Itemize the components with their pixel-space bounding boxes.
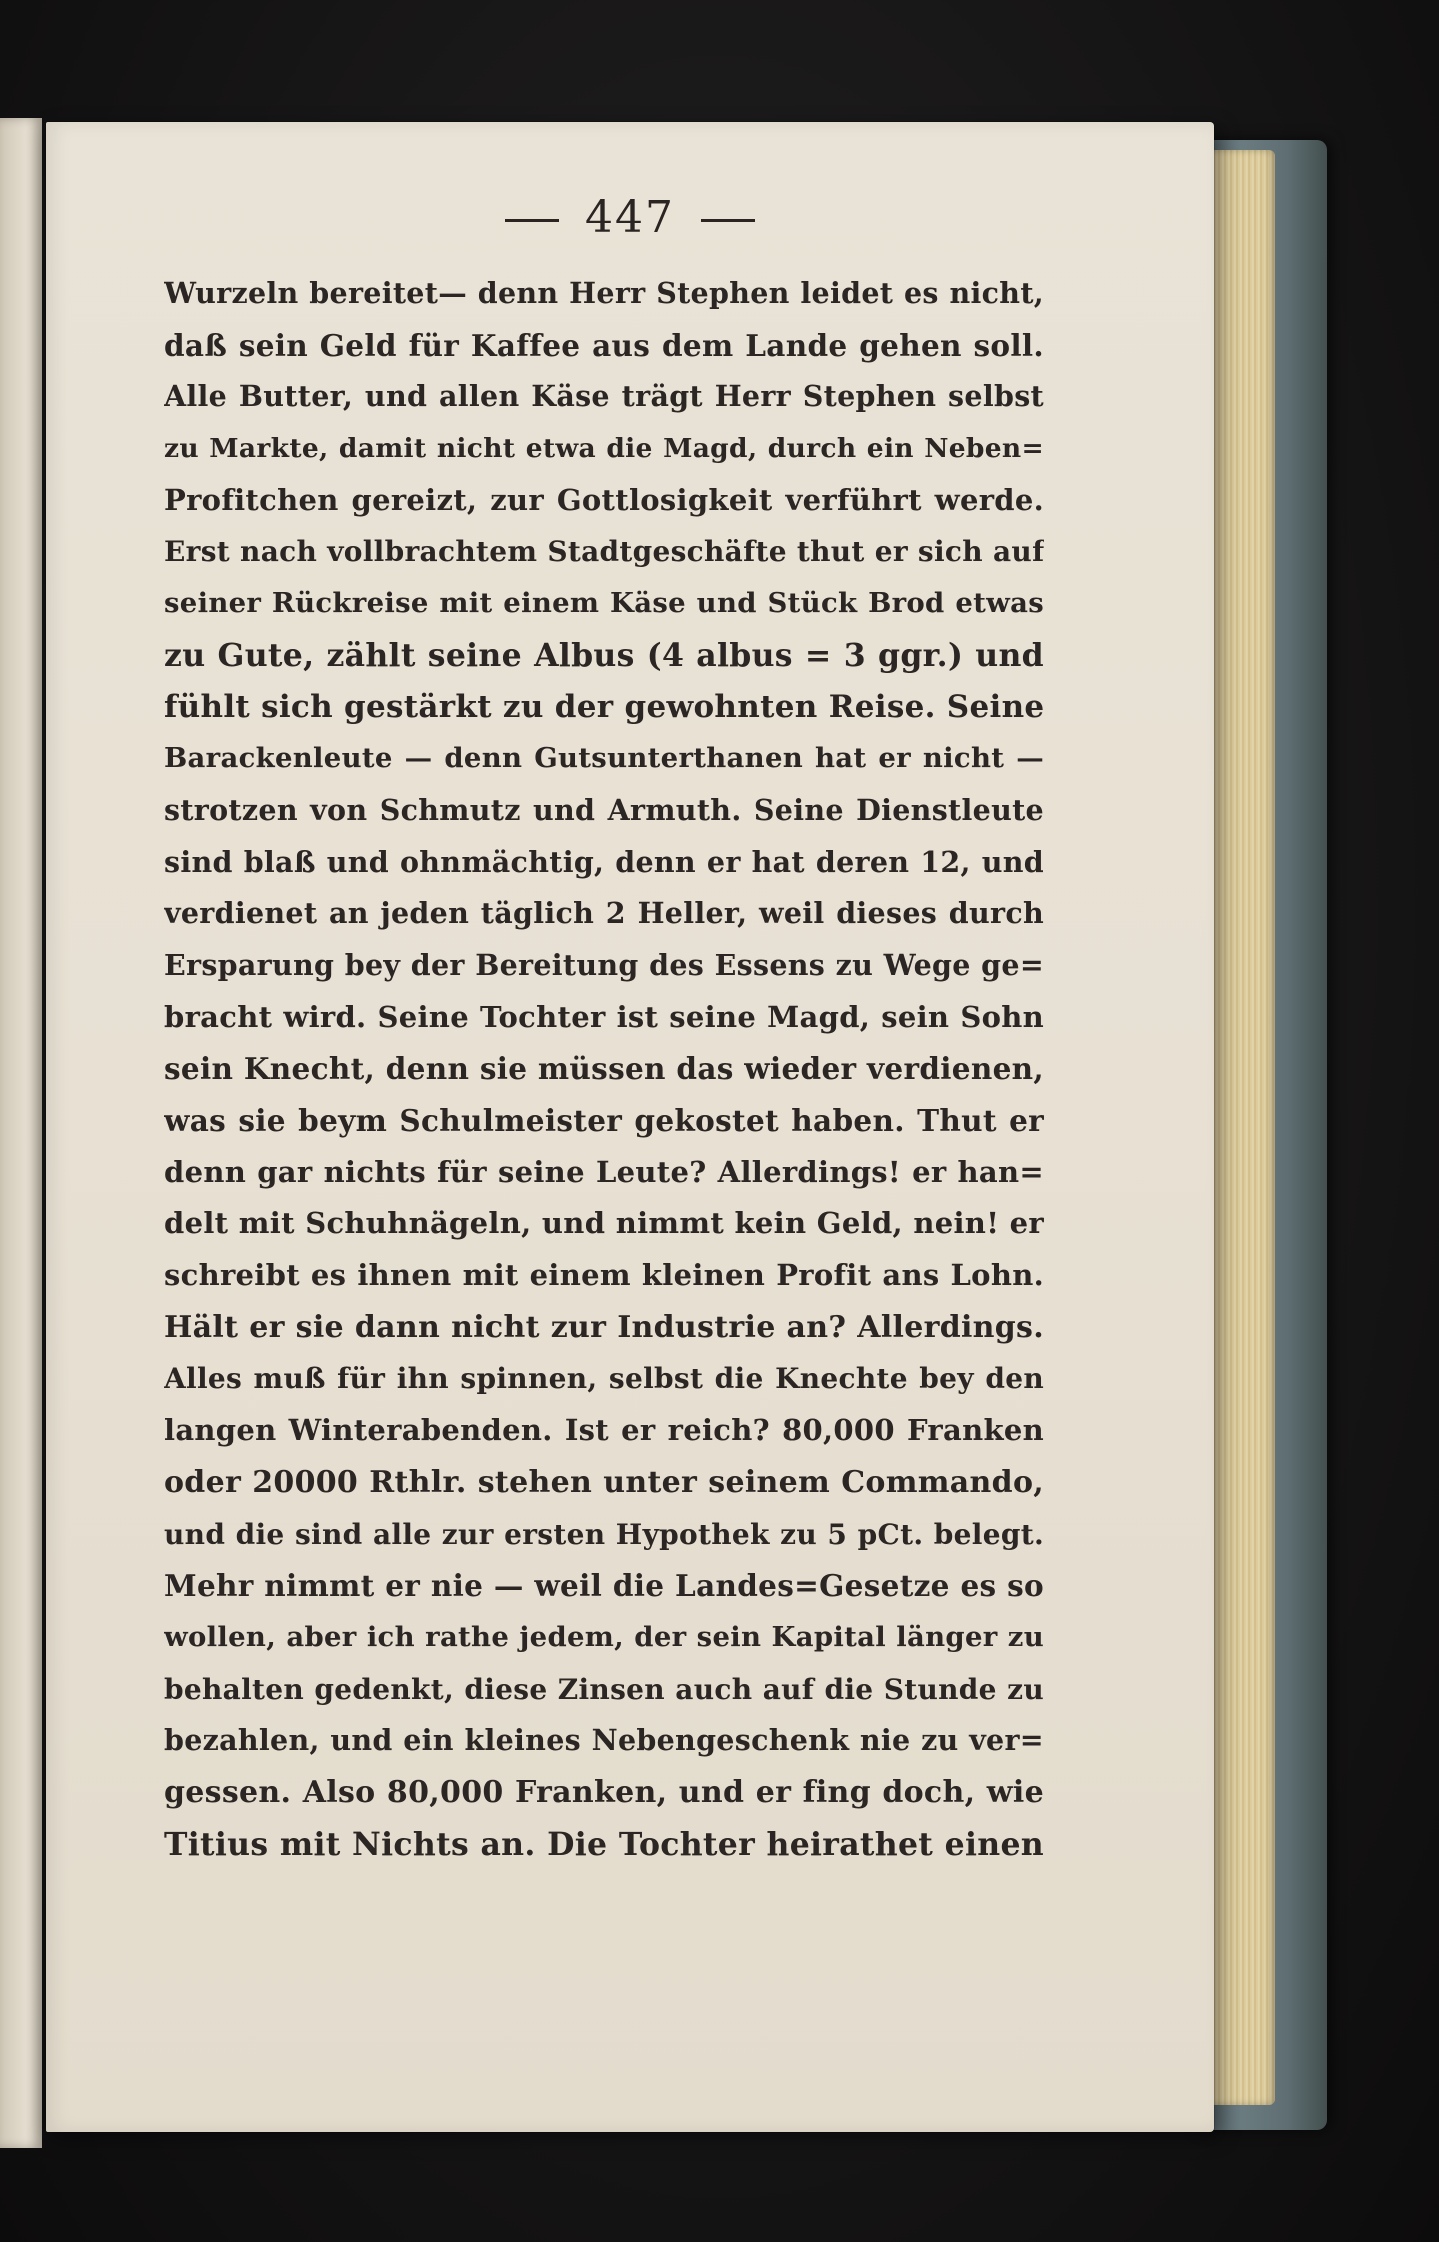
- text-line: Erst nach vollbrachtem Stadtgeschäfte thut er sich auf: [164, 535, 1044, 569]
- text-line: und die sind alle zur ersten Hypothek zu 5 pCt. belegt.: [164, 1517, 1044, 1551]
- book-page: [46, 122, 1214, 2132]
- text-line: Wurzeln bereitet— denn Herr Stephen leidet es nicht,: [164, 276, 1044, 310]
- text-line: Barackenleute — denn Gutsunterthanen hat er nicht —: [164, 742, 1044, 775]
- text-line: Hält er sie dann nicht zur Industrie an? Allerdings.: [164, 1309, 1044, 1345]
- text-line: daß sein Geld für Kaffee aus dem Lande gehen soll.: [164, 327, 1044, 363]
- text-line: gessen. Also 80,000 Franken, und er fing doch, wie: [164, 1774, 1044, 1810]
- text-line: verdienet an jeden täglich 2 Heller, weil dieses durch: [164, 896, 1044, 931]
- text-line: strotzen von Schmutz und Armuth. Seine Dienstleute: [164, 792, 1044, 827]
- text-line: zu Gute, zählt seine Albus (4 albus = 3 ggr.) und: [164, 636, 1044, 674]
- text-line: bracht wird. Seine Tochter ist seine Magd, sein Sohn: [164, 999, 1044, 1034]
- text-line: Ersparung bey der Bereitung des Essens zu Wege ge=: [164, 947, 1044, 982]
- text-line: fühlt sich gestärkt zu der gewohnten Reise. Seine: [164, 688, 1044, 725]
- text-line: seiner Rückreise mit einem Käse und Stück Brod etwas: [164, 587, 1044, 620]
- facing-page-edge: [0, 118, 42, 2148]
- text-line: sind blaß und ohnmächtig, denn er hat deren 12, und: [164, 844, 1044, 879]
- text-line: langen Winterabenden. Ist er reich? 80,000 Franken: [164, 1413, 1044, 1448]
- text-line: Titius mit Nichts an. Die Tochter heirathet einen: [164, 1825, 1044, 1863]
- text-line: sein Knecht, denn sie müssen das wieder verdienen,: [164, 1051, 1044, 1087]
- text-line: denn gar nichts für seine Leute? Allerdings! er han=: [164, 1154, 1044, 1189]
- text-line: oder 20000 Rthlr. stehen unter seinem Commando,: [164, 1464, 1044, 1500]
- text-line: Mehr nimmt er nie — weil die Landes=Gesetze es so: [164, 1568, 1044, 1604]
- text-line: Alles muß für ihn spinnen, selbst die Knechte bey den: [164, 1362, 1044, 1396]
- page-number: 447: [585, 192, 675, 243]
- header-dash-right: [701, 219, 755, 222]
- text-line: delt mit Schuhnägeln, und nimmt kein Geld, nein! er: [164, 1206, 1044, 1241]
- text-line: Alle Butter, und allen Käse trägt Herr Stephen selbst: [164, 379, 1044, 414]
- page-header: [46, 192, 1214, 243]
- text-line: was sie beym Schulmeister gekostet haben. Thut er: [164, 1103, 1044, 1138]
- text-line: bezahlen, und ein kleines Nebengeschenk nie zu ver=: [164, 1723, 1044, 1758]
- text-line: zu Markte, damit nicht etwa die Magd, durch ein Neben=: [164, 433, 1044, 465]
- text-line: behalten gedenkt, diese Zinsen auch auf die Stunde zu: [164, 1672, 1044, 1706]
- header-dash-left: [505, 219, 559, 222]
- text-line: Profitchen gereizt, zur Gottlosigkeit verführt werde.: [164, 482, 1044, 517]
- text-line: wollen, aber ich rathe jedem, der sein Kapital länger zu: [164, 1620, 1044, 1653]
- body-text: [164, 268, 1044, 1870]
- text-line: schreibt es ihnen mit einem kleinen Profit ans Lohn.: [164, 1258, 1044, 1293]
